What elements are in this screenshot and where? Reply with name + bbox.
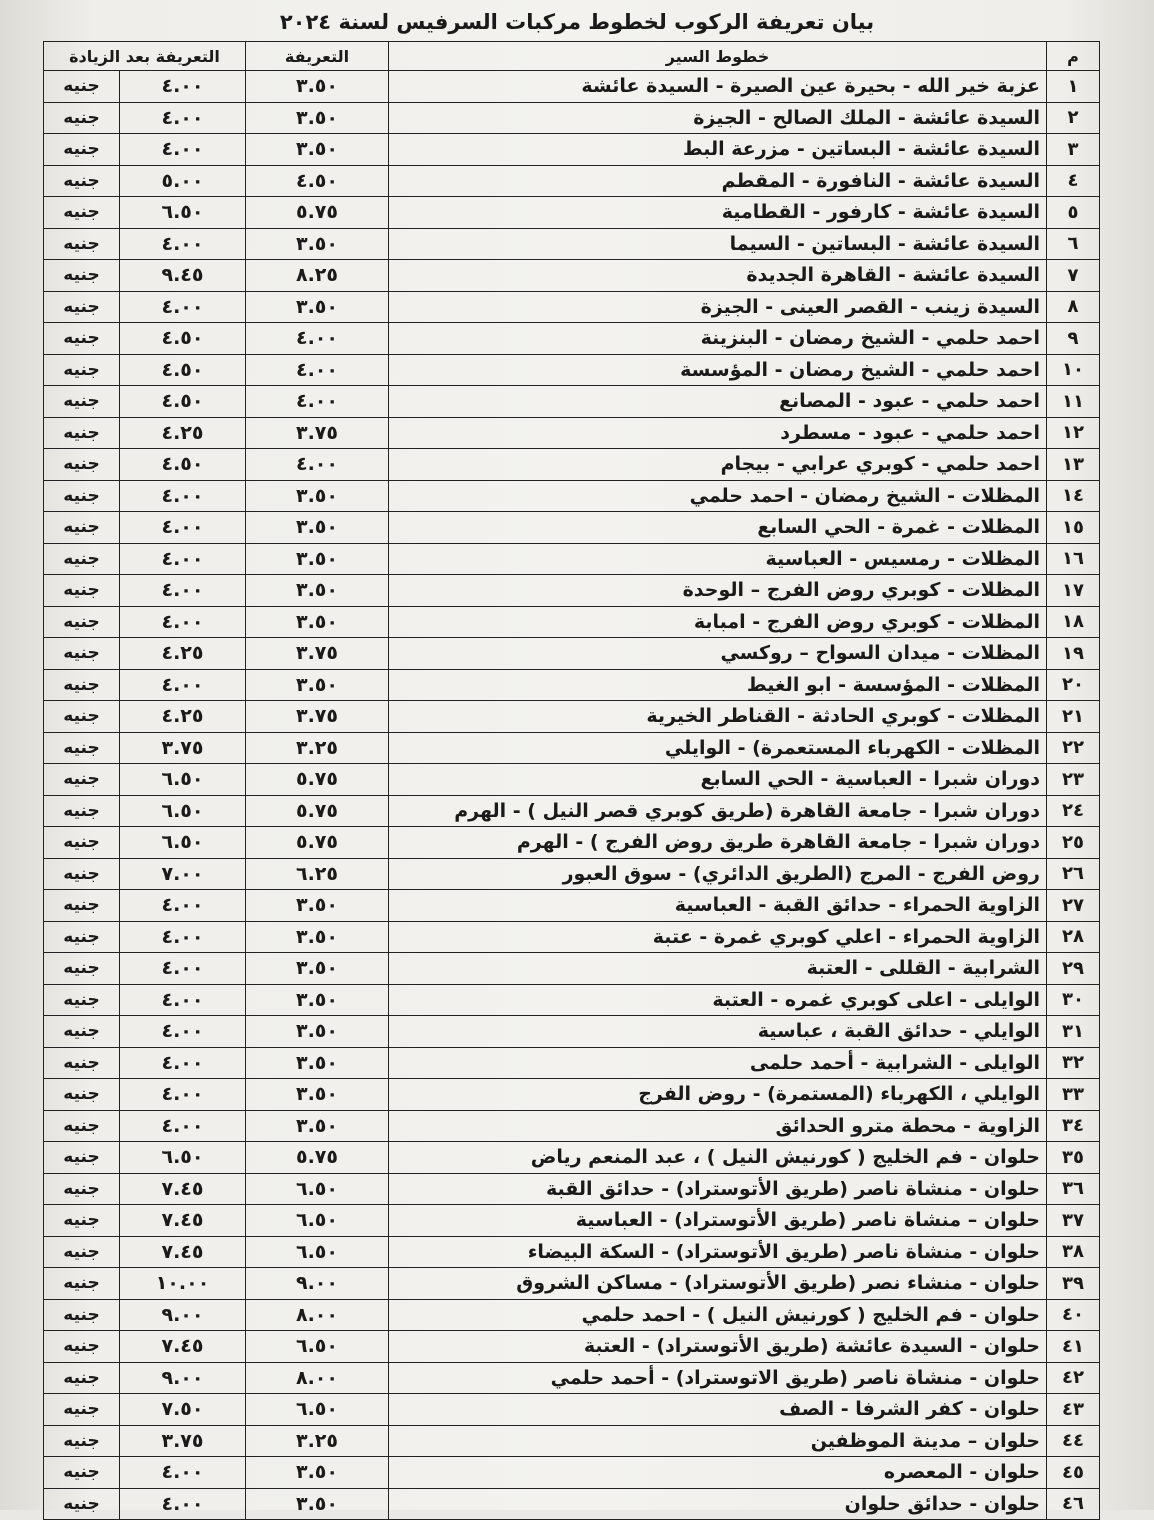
fare-cell: ٥.٧٥ <box>246 827 389 859</box>
fare-cell: ٨.٠٠ <box>246 1362 389 1394</box>
row-number: ٣٨ <box>1047 1236 1100 1268</box>
row-number: ٧ <box>1047 260 1100 292</box>
table-row <box>44 1331 1100 1363</box>
route-cell: السيدة عائشة - النافورة - المقطم <box>389 165 1047 197</box>
fare-cell: ٣.٧٥ <box>246 638 389 670</box>
currency-cell: جنيه <box>44 1299 120 1331</box>
table-row <box>44 228 1100 260</box>
table-row <box>44 575 1100 607</box>
table-row <box>44 1268 1100 1300</box>
route-cell: حلوان - حدائق حلوان <box>389 1488 1047 1520</box>
table-row <box>44 512 1100 544</box>
route-cell: الوايلي - حدائق القبة ، عباسية <box>389 1016 1047 1048</box>
fare-cell: ٣.٥٠ <box>246 228 389 260</box>
route-cell: حلوان - كفر الشرفا - الصف <box>389 1394 1047 1426</box>
row-number: ٢٩ <box>1047 953 1100 985</box>
new-fare-cell: ٤.٠٠ <box>120 512 246 544</box>
table-header-row <box>44 42 1100 71</box>
table-row <box>44 417 1100 449</box>
route-cell: روض الفرج - المرج (الطريق الدائري) - سوق العبور <box>389 858 1047 890</box>
fare-cell: ٣.٥٠ <box>246 1016 389 1048</box>
table-row <box>44 1394 1100 1426</box>
currency-cell: جنيه <box>44 1205 120 1237</box>
row-number: ٣٦ <box>1047 1173 1100 1205</box>
route-cell: حلوان – مدينة الموظفين <box>389 1425 1047 1457</box>
table-row <box>44 1110 1100 1142</box>
route-cell: المظلات - كوبري الحادثة - القناطر الخيرية <box>389 701 1047 733</box>
row-number: ٣ <box>1047 134 1100 166</box>
fare-cell: ٣.٥٠ <box>246 606 389 638</box>
fare-cell: ٥.٧٥ <box>246 764 389 796</box>
currency-cell: جنيه <box>44 827 120 859</box>
route-cell: الشرابية - القللى - العتبة <box>389 953 1047 985</box>
document-title: بيان تعريفة الركوب لخطوط مركبات السرفيس لسنة ٢٠٢٤ <box>279 10 875 34</box>
new-fare-cell: ٧.٤٥ <box>120 1236 246 1268</box>
new-fare-cell: ٤.٠٠ <box>120 1016 246 1048</box>
route-cell: الزاوية الحمراء - اعلي كوبري غمرة - عتبة <box>389 921 1047 953</box>
currency-cell: جنيه <box>44 701 120 733</box>
route-cell: السيدة عائشة - كارفور - القطامية <box>389 197 1047 229</box>
fare-cell: ٣.٢٥ <box>246 732 389 764</box>
row-number: ١٠ <box>1047 354 1100 386</box>
fare-cell: ٦.٥٠ <box>246 1394 389 1426</box>
table-row <box>44 323 1100 355</box>
table-row <box>44 291 1100 323</box>
new-fare-cell: ٣.٧٥ <box>120 1425 246 1457</box>
row-number: ١٣ <box>1047 449 1100 481</box>
row-number: ٣٤ <box>1047 1110 1100 1142</box>
currency-cell: جنيه <box>44 1079 120 1111</box>
table-row <box>44 480 1100 512</box>
route-cell: حلوان - منشاء نصر (طريق الأتوستراد) - مساكن الشروق <box>389 1268 1047 1300</box>
currency-cell: جنيه <box>44 1110 120 1142</box>
fare-cell: ٣.٥٠ <box>246 669 389 701</box>
new-fare-cell: ٧.٠٠ <box>120 858 246 890</box>
row-number: ١٦ <box>1047 543 1100 575</box>
table-row <box>44 984 1100 1016</box>
new-fare-cell: ٧.٤٥ <box>120 1331 246 1363</box>
table-row <box>44 1173 1100 1205</box>
currency-cell: جنيه <box>44 1362 120 1394</box>
new-fare-cell: ٩.٠٠ <box>120 1299 246 1331</box>
route-cell: حلوان – منشاة ناصر (طريق الأتوستراد) - العباسية <box>389 1205 1047 1237</box>
fare-cell: ٣.٥٠ <box>246 953 389 985</box>
row-number: ٥ <box>1047 197 1100 229</box>
table-row <box>44 732 1100 764</box>
row-number: ٢١ <box>1047 701 1100 733</box>
new-fare-cell: ٤.٠٠ <box>120 228 246 260</box>
fare-cell: ٦.٥٠ <box>246 1173 389 1205</box>
row-number: ١٢ <box>1047 417 1100 449</box>
fare-cell: ٦.٥٠ <box>246 1205 389 1237</box>
new-fare-cell: ٤.٥٠ <box>120 354 246 386</box>
row-number: ٣٩ <box>1047 1268 1100 1300</box>
new-fare-cell: ٣.٧٥ <box>120 732 246 764</box>
row-number: ٤٦ <box>1047 1488 1100 1520</box>
new-fare-cell: ١٠.٠٠ <box>120 1268 246 1300</box>
route-cell: السيدة عائشة - الملك الصالح - الجيزة <box>389 102 1047 134</box>
route-cell: عزبة خير الله - بحيرة عين الصيرة - السيدة عائشة <box>389 71 1047 103</box>
new-fare-cell: ٦.٥٠ <box>120 795 246 827</box>
route-cell: حلوان - فم الخليج ( كورنيش النيل ) ، عبد المنعم رياض <box>389 1142 1047 1174</box>
currency-cell: جنيه <box>44 1173 120 1205</box>
route-cell: الزاوية - محطة مترو الحدائق <box>389 1110 1047 1142</box>
table-row <box>44 1205 1100 1237</box>
row-number: ٢٦ <box>1047 858 1100 890</box>
table-row <box>44 1236 1100 1268</box>
row-number: ٤١ <box>1047 1331 1100 1363</box>
new-fare-cell: ٤.٠٠ <box>120 1047 246 1079</box>
new-fare-cell: ٦.٥٠ <box>120 197 246 229</box>
row-number: ٤٤ <box>1047 1425 1100 1457</box>
new-fare-cell: ٤.٠٠ <box>120 102 246 134</box>
route-cell: المظلات - ميدان السواح – روكسي <box>389 638 1047 670</box>
table-row <box>44 260 1100 292</box>
fare-cell: ٣.٥٠ <box>246 921 389 953</box>
row-number: ٢٧ <box>1047 890 1100 922</box>
route-cell: المظلات - الكهرباء المستعمرة) - الوايلي <box>389 732 1047 764</box>
new-fare-cell: ٤.٠٠ <box>120 480 246 512</box>
row-number: ٤٣ <box>1047 1394 1100 1426</box>
currency-cell: جنيه <box>44 1047 120 1079</box>
table-row <box>44 1142 1100 1174</box>
fare-cell: ٥.٧٥ <box>246 197 389 229</box>
fare-table <box>43 41 1100 1520</box>
route-cell: السيدة عائشة - القاهرة الجديدة <box>389 260 1047 292</box>
currency-cell: جنيه <box>44 323 120 355</box>
currency-cell: جنيه <box>44 575 120 607</box>
row-number: ٢٨ <box>1047 921 1100 953</box>
route-cell: احمد حلمي - عبود - مسطرد <box>389 417 1047 449</box>
row-number: ٣٣ <box>1047 1079 1100 1111</box>
table-row <box>44 1425 1100 1457</box>
row-number: ٢ <box>1047 102 1100 134</box>
fare-cell: ٣.٥٠ <box>246 480 389 512</box>
currency-cell: جنيه <box>44 417 120 449</box>
currency-cell: جنيه <box>44 228 120 260</box>
route-cell: المظلات - الشيخ رمضان - احمد حلمي <box>389 480 1047 512</box>
new-fare-cell: ٧.٤٥ <box>120 1205 246 1237</box>
new-fare-cell: ٤.٠٠ <box>120 984 246 1016</box>
route-cell: الوايلى - الشرابية - أحمد حلمى <box>389 1047 1047 1079</box>
route-cell: حلوان - السيدة عائشة (طريق الأتوستراد) - العتبة <box>389 1331 1047 1363</box>
table-row <box>44 1299 1100 1331</box>
new-fare-cell: ٤.٠٠ <box>120 71 246 103</box>
row-number: ٢٠ <box>1047 669 1100 701</box>
new-fare-cell: ٤.٠٠ <box>120 1110 246 1142</box>
new-fare-cell: ٥.٠٠ <box>120 165 246 197</box>
fare-cell: ٣.٥٠ <box>246 1457 389 1489</box>
route-cell: المظلات - غمرة - الحي السابع <box>389 512 1047 544</box>
table-row <box>44 764 1100 796</box>
currency-cell: جنيه <box>44 921 120 953</box>
new-fare-cell: ٤.٠٠ <box>120 575 246 607</box>
fare-cell: ٤.٥٠ <box>246 165 389 197</box>
fare-cell: ٨.٢٥ <box>246 260 389 292</box>
route-cell: احمد حلمي - كوبري عرابي - بيجام <box>389 449 1047 481</box>
currency-cell: جنيه <box>44 197 120 229</box>
fare-cell: ٦.٢٥ <box>246 858 389 890</box>
table-row <box>44 134 1100 166</box>
currency-cell: جنيه <box>44 260 120 292</box>
currency-cell: جنيه <box>44 732 120 764</box>
header-fare: التعريفة <box>246 42 389 71</box>
currency-cell: جنيه <box>44 1488 120 1520</box>
currency-cell: جنيه <box>44 1457 120 1489</box>
table-row <box>44 795 1100 827</box>
new-fare-cell: ٤.٠٠ <box>120 543 246 575</box>
route-cell: الوايلى - اعلى كوبري غمره - العتبة <box>389 984 1047 1016</box>
table-row <box>44 669 1100 701</box>
new-fare-cell: ٦.٥٠ <box>120 827 246 859</box>
table-row <box>44 638 1100 670</box>
new-fare-cell: ٤.٠٠ <box>120 1488 246 1520</box>
row-number: ٢٥ <box>1047 827 1100 859</box>
new-fare-cell: ٤.٠٠ <box>120 890 246 922</box>
route-cell: حلوان - منشاة ناصر (طريق الاتوستراد) - أحمد حلمي <box>389 1362 1047 1394</box>
row-number: ٣٥ <box>1047 1142 1100 1174</box>
row-number: ٢٢ <box>1047 732 1100 764</box>
row-number: ٤٠ <box>1047 1299 1100 1331</box>
row-number: ٦ <box>1047 228 1100 260</box>
new-fare-cell: ٤.٠٠ <box>120 606 246 638</box>
fare-cell: ٣.٥٠ <box>246 1047 389 1079</box>
table-row <box>44 102 1100 134</box>
row-number: ١٨ <box>1047 606 1100 638</box>
currency-cell: جنيه <box>44 354 120 386</box>
table-row <box>44 1362 1100 1394</box>
new-fare-cell: ٤.٠٠ <box>120 921 246 953</box>
row-number: ٤٥ <box>1047 1457 1100 1489</box>
fare-cell: ٤.٠٠ <box>246 386 389 418</box>
currency-cell: جنيه <box>44 1394 120 1426</box>
table-row <box>44 354 1100 386</box>
fare-cell: ٣.٥٠ <box>246 543 389 575</box>
route-cell: السيدة زينب - القصر العينى - الجيزة <box>389 291 1047 323</box>
currency-cell: جنيه <box>44 984 120 1016</box>
currency-cell: جنيه <box>44 165 120 197</box>
currency-cell: جنيه <box>44 291 120 323</box>
new-fare-cell: ٤.٥٠ <box>120 449 246 481</box>
fare-cell: ٤.٠٠ <box>246 354 389 386</box>
header-number: م <box>1047 42 1100 71</box>
currency-cell: جنيه <box>44 669 120 701</box>
fare-cell: ٣.٥٠ <box>246 1488 389 1520</box>
currency-cell: جنيه <box>44 1425 120 1457</box>
currency-cell: جنيه <box>44 134 120 166</box>
table-row <box>44 165 1100 197</box>
fare-cell: ٣.٥٠ <box>246 134 389 166</box>
route-cell: السيدة عائشة - البساتين - السيما <box>389 228 1047 260</box>
fare-cell: ٤.٠٠ <box>246 449 389 481</box>
fare-cell: ٣.٧٥ <box>246 417 389 449</box>
new-fare-cell: ٩.٠٠ <box>120 1362 246 1394</box>
table-row <box>44 953 1100 985</box>
row-number: ١١ <box>1047 386 1100 418</box>
currency-cell: جنيه <box>44 1331 120 1363</box>
new-fare-cell: ٤.٢٥ <box>120 638 246 670</box>
currency-cell: جنيه <box>44 795 120 827</box>
route-cell: الزاوية الحمراء - حدائق القبة - العباسية <box>389 890 1047 922</box>
new-fare-cell: ٩.٤٥ <box>120 260 246 292</box>
new-fare-cell: ٤.٠٠ <box>120 1457 246 1489</box>
fare-cell: ٣.٧٥ <box>246 701 389 733</box>
new-fare-cell: ٤.٥٠ <box>120 323 246 355</box>
currency-cell: جنيه <box>44 102 120 134</box>
row-number: ١٧ <box>1047 575 1100 607</box>
row-number: ٣٠ <box>1047 984 1100 1016</box>
fare-cell: ٣.٥٠ <box>246 890 389 922</box>
row-number: ٩ <box>1047 323 1100 355</box>
table-row <box>44 543 1100 575</box>
currency-cell: جنيه <box>44 386 120 418</box>
currency-cell: جنيه <box>44 71 120 103</box>
currency-cell: جنيه <box>44 858 120 890</box>
header-new-fare: التعريفة بعد الزيادة <box>44 42 246 71</box>
row-number: ١٥ <box>1047 512 1100 544</box>
fare-cell: ٥.٧٥ <box>246 1142 389 1174</box>
table-row <box>44 1079 1100 1111</box>
currency-cell: جنيه <box>44 543 120 575</box>
fare-cell: ٦.٥٠ <box>246 1236 389 1268</box>
new-fare-cell: ٦.٥٠ <box>120 764 246 796</box>
table-row <box>44 71 1100 103</box>
currency-cell: جنيه <box>44 449 120 481</box>
currency-cell: جنيه <box>44 1268 120 1300</box>
new-fare-cell: ٤.٠٠ <box>120 1079 246 1111</box>
route-cell: حلوان - المعصره <box>389 1457 1047 1489</box>
fare-cell: ٥.٧٥ <box>246 795 389 827</box>
new-fare-cell: ٧.٤٥ <box>120 1173 246 1205</box>
table-row <box>44 890 1100 922</box>
fare-cell: ٣.٥٠ <box>246 984 389 1016</box>
row-number: ٣٧ <box>1047 1205 1100 1237</box>
fare-cell: ٣.٥٠ <box>246 512 389 544</box>
row-number: ١٤ <box>1047 480 1100 512</box>
row-number: ٢٣ <box>1047 764 1100 796</box>
route-cell: المظلات - رمسيس - العباسية <box>389 543 1047 575</box>
new-fare-cell: ٦.٥٠ <box>120 1142 246 1174</box>
row-number: ٢٤ <box>1047 795 1100 827</box>
route-cell: احمد حلمي - الشيخ رمضان - المؤسسة <box>389 354 1047 386</box>
route-cell: السيدة عائشة - البساتين - مزرعة البط <box>389 134 1047 166</box>
route-cell: دوران شبرا - جامعة القاهرة طريق روض الفرج ) - الهرم <box>389 827 1047 859</box>
new-fare-cell: ٤.٠٠ <box>120 953 246 985</box>
new-fare-cell: ٤.٢٥ <box>120 701 246 733</box>
row-number: ٨ <box>1047 291 1100 323</box>
table-row <box>44 701 1100 733</box>
table-row <box>44 1016 1100 1048</box>
header-route: خطوط السير <box>389 42 1047 71</box>
currency-cell: جنيه <box>44 1016 120 1048</box>
fare-cell: ٣.٥٠ <box>246 71 389 103</box>
route-cell: احمد حلمي - عبود - المصانع <box>389 386 1047 418</box>
fare-cell: ٣.٥٠ <box>246 1079 389 1111</box>
row-number: ٤٢ <box>1047 1362 1100 1394</box>
route-cell: الوايلي ، الكهرباء (المستمرة) - روض الفرج <box>389 1079 1047 1111</box>
table-row <box>44 1457 1100 1489</box>
table-row <box>44 606 1100 638</box>
currency-cell: جنيه <box>44 953 120 985</box>
currency-cell: جنيه <box>44 890 120 922</box>
row-number: ١ <box>1047 71 1100 103</box>
route-cell: حلوان - فم الخليج ( كورنيش النيل ) - احمد حلمي <box>389 1299 1047 1331</box>
new-fare-cell: ٤.٥٠ <box>120 386 246 418</box>
table-row <box>44 1047 1100 1079</box>
new-fare-cell: ٧.٥٠ <box>120 1394 246 1426</box>
table-row <box>44 827 1100 859</box>
row-number: ٣٢ <box>1047 1047 1100 1079</box>
route-cell: المظلات - كوبري روض الفرج – الوحدة <box>389 575 1047 607</box>
currency-cell: جنيه <box>44 764 120 796</box>
route-cell: دوران شبرا - جامعة القاهرة (طريق كوبري قصر النيل ) - الهرم <box>389 795 1047 827</box>
row-number: ٤ <box>1047 165 1100 197</box>
fare-cell: ٣.٥٠ <box>246 291 389 323</box>
fare-cell: ٣.٥٠ <box>246 1110 389 1142</box>
fare-cell: ٣.٢٥ <box>246 1425 389 1457</box>
row-number: ١٩ <box>1047 638 1100 670</box>
new-fare-cell: ٤.٢٥ <box>120 417 246 449</box>
fare-cell: ٦.٥٠ <box>246 1331 389 1363</box>
fare-cell: ٣.٥٠ <box>246 575 389 607</box>
table-row <box>44 449 1100 481</box>
row-number: ٣١ <box>1047 1016 1100 1048</box>
table-row <box>44 197 1100 229</box>
fare-cell: ٣.٥٠ <box>246 102 389 134</box>
currency-cell: جنيه <box>44 1236 120 1268</box>
currency-cell: جنيه <box>44 606 120 638</box>
table-row <box>44 921 1100 953</box>
table-row <box>44 386 1100 418</box>
route-cell: دوران شبرا - العباسية - الحي السابع <box>389 764 1047 796</box>
route-cell: حلوان - منشاة ناصر (طريق الأتوستراد) - حدائق القبة <box>389 1173 1047 1205</box>
route-cell: احمد حلمي - الشيخ رمضان - البنزينة <box>389 323 1047 355</box>
new-fare-cell: ٤.٠٠ <box>120 291 246 323</box>
currency-cell: جنيه <box>44 1142 120 1174</box>
currency-cell: جنيه <box>44 512 120 544</box>
currency-cell: جنيه <box>44 638 120 670</box>
fare-cell: ٨.٠٠ <box>246 1299 389 1331</box>
new-fare-cell: ٤.٠٠ <box>120 669 246 701</box>
fare-cell: ٩.٠٠ <box>246 1268 389 1300</box>
route-cell: المظلات - كوبري روض الفرج - امبابة <box>389 606 1047 638</box>
table-row <box>44 858 1100 890</box>
new-fare-cell: ٤.٠٠ <box>120 134 246 166</box>
route-cell: المظلات - المؤسسة - ابو الغيط <box>389 669 1047 701</box>
fare-cell: ٤.٠٠ <box>246 323 389 355</box>
route-cell: حلوان - منشاة ناصر (طريق الأتوستراد) - السكة البيضاء <box>389 1236 1047 1268</box>
table-row <box>44 1488 1100 1520</box>
currency-cell: جنيه <box>44 480 120 512</box>
